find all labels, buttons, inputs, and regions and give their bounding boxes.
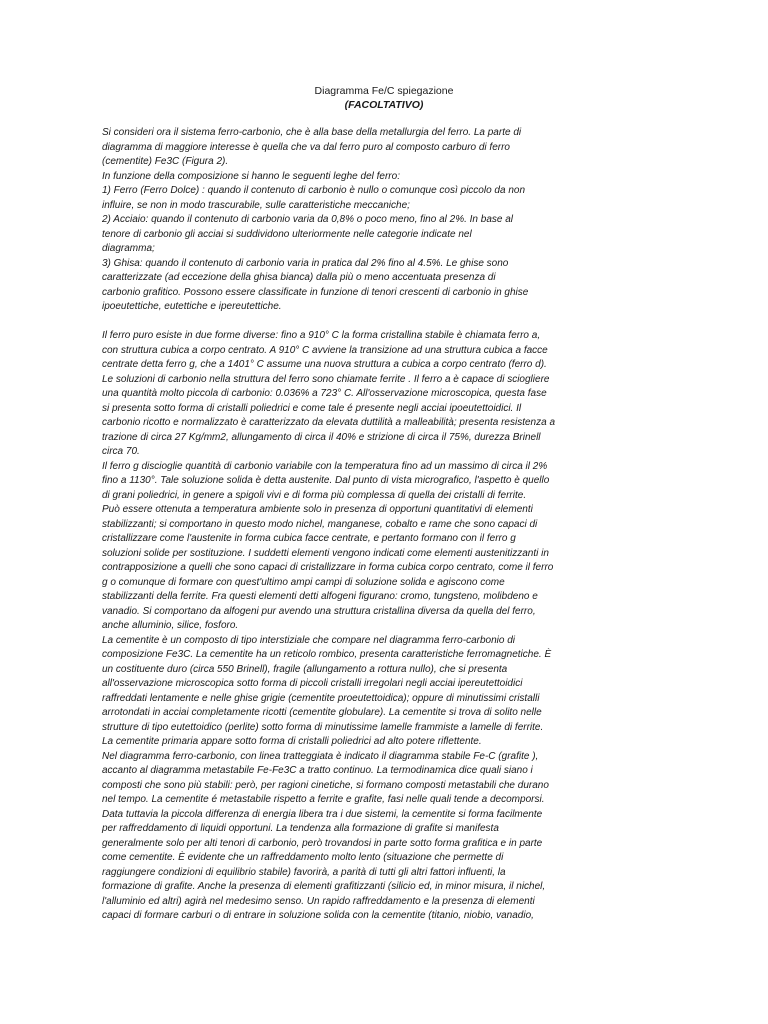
text-line: nel tempo. La cementite é metastabile rispetto a ferrite e grafite, fasi nelle quali tende a decomporsi. (102, 794, 545, 805)
text-line: per raffreddamento di liquidi opportuni. La tendenza alla formazione di grafite si manifesta (102, 823, 499, 834)
text-line: stabilizzanti; si comportano in questo modo nichel, manganese, cobalto e rame che sono capaci di (102, 518, 538, 530)
text-line: con struttura cubica a corpo centrato. A 910° C avviene la transizione ad una struttura cubica a facce (102, 344, 548, 356)
document-body (102, 126, 602, 924)
text-line: g o comunque di formare con quest'ultimo ampi campi di soluzione solida e agiscono come (102, 576, 505, 588)
page-subtitle: (FACOLTATIVO) (344, 99, 424, 111)
text-line: La cementite primaria appare sotto forma di cristalli poliedrici ad alto potere riflettente. (102, 736, 482, 747)
text-line: all'osservazione microscopica sotto forma di piccoli cristalli irregolari negli acciai ipereutettoidici (102, 678, 523, 689)
text-line: 3) Ghisa: quando il contenuto di carbonio varia in pratica dal 2% fino al 4.5%. Le ghise sono (102, 257, 509, 269)
text-line: Può essere ottenuta a temperatura ambiente solo in presenza di opportuni quantitativi di elementi (102, 504, 533, 515)
text-line: Le soluzioni di carbonio nella struttura del ferro sono chiamate ferrite . Il ferro a è capace di sciogliere (102, 373, 550, 385)
text-line: anche alluminio, silice, fosforo. (102, 620, 239, 631)
text-line: diagramma di maggiore interesse è quella che va dal ferro puro al composto carburo di ferro (102, 141, 510, 153)
text-line: fino a 1130°. Tale soluzione solida è detta austenite. Dal punto di vista micrografico, l'aspetto è quello (102, 475, 550, 486)
text-line: influire, se non in modo trascurabile, sulle caratteristiche meccaniche; (102, 199, 410, 211)
text-line: contrapposizione a quelli che sono capaci di cristallizzare in forma cubica corpo centrato, come il ferro (102, 562, 554, 573)
title-block (0, 84, 768, 112)
text-line: raffreddati lentamente e nelle ghise grigie (cementite proeutettoidica); oppure di minutissimi cristalli (102, 692, 540, 704)
text-line: diagramma; (102, 243, 155, 254)
text-line: Nel diagramma ferro-carbonio, con linea tratteggiata è indicato il diagramma stabile Fe-C (grafite ), (102, 750, 539, 762)
paragraph-gap (102, 315, 602, 330)
text-line: l'alluminio ed altri) agirà nel medesimo senso. Un rapido raffreddamento e la presenza di elementi (102, 895, 535, 907)
text-line: arrotondati in acciai completamente ricotti (cementite globulare). La cementite si trova di solito nelle (102, 707, 542, 718)
text-line: trazione di circa 27 Kg/mm2, allungamento di circa il 40% e strizione di circa il 75%, durezza Brinell (102, 431, 541, 443)
text-line: formazione di grafite. Anche la presenza di elementi grafitizzanti (silicio ed, in minor misura, il nichel, (102, 881, 546, 892)
text-line: vanadio. Si comportano da alfogeni pur avendo una struttura cristallina diversa da quella del ferro, (102, 605, 536, 617)
text-line: cristallizzare come l'austenite in forma cubica facce centrate, e pertanto formano con il ferro g (102, 533, 516, 544)
paragraph-intro (102, 126, 602, 315)
text-line: un costituente duro (circa 550 Brinell), fragile (allungamento a rottura nullo), che si presenta (102, 663, 508, 675)
text-line: di grani poliedrici, in genere a spigoli vivi e di forma più complessa di quella dei cristalli di ferrite. (102, 489, 527, 501)
text-line: carbonio grafitico. Possono essere classificate in funzione di tenori crescenti di carbonio in ghise (102, 286, 529, 298)
text-line: Il ferro g discioglie quantità di carbonio variabile con la temperatura fino ad un massimo di circa il 2% (102, 460, 548, 472)
text-line: Data tuttavia la piccola differenza di energia libera tra i due sistemi, la cementite si forma facilmente (102, 808, 543, 820)
text-line: accanto al diagramma metastabile Fe-Fe3C a tratto continuo. La termodinamica dice quali siano i (102, 765, 533, 776)
text-line: si presenta sotto forma di cristalli poliedrici e come tale é presente negli acciai ipoeutettoidici. Il (102, 402, 522, 414)
text-line: 2) Acciaio: quando il contenuto di carbonio varia da 0,8% o poco meno, fino al 2%. In base al (102, 214, 514, 225)
page-title: Diagramma Fe/C spiegazione (314, 85, 454, 97)
text-line: carbonio ricotto e normalizzato è caratterizzato da elevata duttilità a malleabilità; presenta resistenza a (102, 417, 556, 428)
text-line: composti che sono più stabili: però, per ragioni cinetiche, si formano composti metastabili che durano (102, 779, 549, 791)
text-line: composizione Fe3C. La cementite ha un reticolo rombico, presenta caratteristiche ferromagnetiche. È (102, 649, 552, 660)
paragraph-main (102, 329, 602, 924)
text-line: La cementite è un composto di tipo interstiziale che compare nel diagramma ferro-carbonio di (102, 634, 515, 646)
text-line: tenore di carbonio gli acciai si suddividono ulteriormente nelle categorie indicate nel (102, 228, 472, 240)
text-line: In funzione della composizione si hanno le seguenti leghe del ferro: (102, 170, 400, 182)
text-line: circa 70. (102, 446, 140, 457)
text-line: raggiungere condizioni di equilibrio stabile) favorirà, a parità di tutti gli altri fattori influenti, la (102, 866, 506, 878)
text-line: stabilizzanti della ferrite. Fra questi elementi detti alfogeni figurano: cromo, tungsteno, molibdeno e (102, 591, 538, 602)
text-line: 1) Ferro (Ferro Dolce) : quando il contenuto di carbonio è nullo o comunque così piccolo da non (102, 185, 526, 196)
text-line: centrate detta ferro g, che a 1401° C assume una nuova struttura a cubica a corpo centrato (ferro d). (102, 359, 547, 370)
text-line: strutture di tipo eutettoidico (perlite) sotto forma di minutissime lamelle frammiste a lamelle di ferrite. (102, 721, 544, 733)
text-line: una quantità molto piccola di carbonio: 0.036% a 723° C. All'osservazione microscopica, questa fase (102, 388, 547, 399)
text-line: soluzioni solide per sostituzione. I suddetti elementi vengono indicati come elementi austenitizzanti in (102, 547, 549, 559)
text-line: capaci di formare carburi o di entrare in soluzione solida con la cementite (titanio, niobio, vanadio, (102, 910, 534, 921)
text-line: caratterizzate (ad eccezione della ghisa bianca) dalla più o meno accentuata presenza di (102, 272, 496, 283)
text-line: (cementite) Fe3C (Figura 2). (102, 156, 229, 167)
text-line: Si consideri ora il sistema ferro-carbonio, che è alla base della metallurgia del ferro. La parte di (102, 127, 522, 138)
text-line: come cementite. È evidente che un raffreddamento molto lento (situazione che permette di (102, 852, 504, 863)
text-line: ipoeutettiche, eutettiche e ipereutettiche. (102, 301, 282, 312)
text-line: generalmente solo per alti tenori di carbonio, però trovandosi in parte sotto forma grafitica e in parte (102, 837, 543, 849)
text-line: Il ferro puro esiste in due forme diverse: fino a 910° C la forma cristallina stabile è chiamata ferro a, (102, 330, 541, 341)
